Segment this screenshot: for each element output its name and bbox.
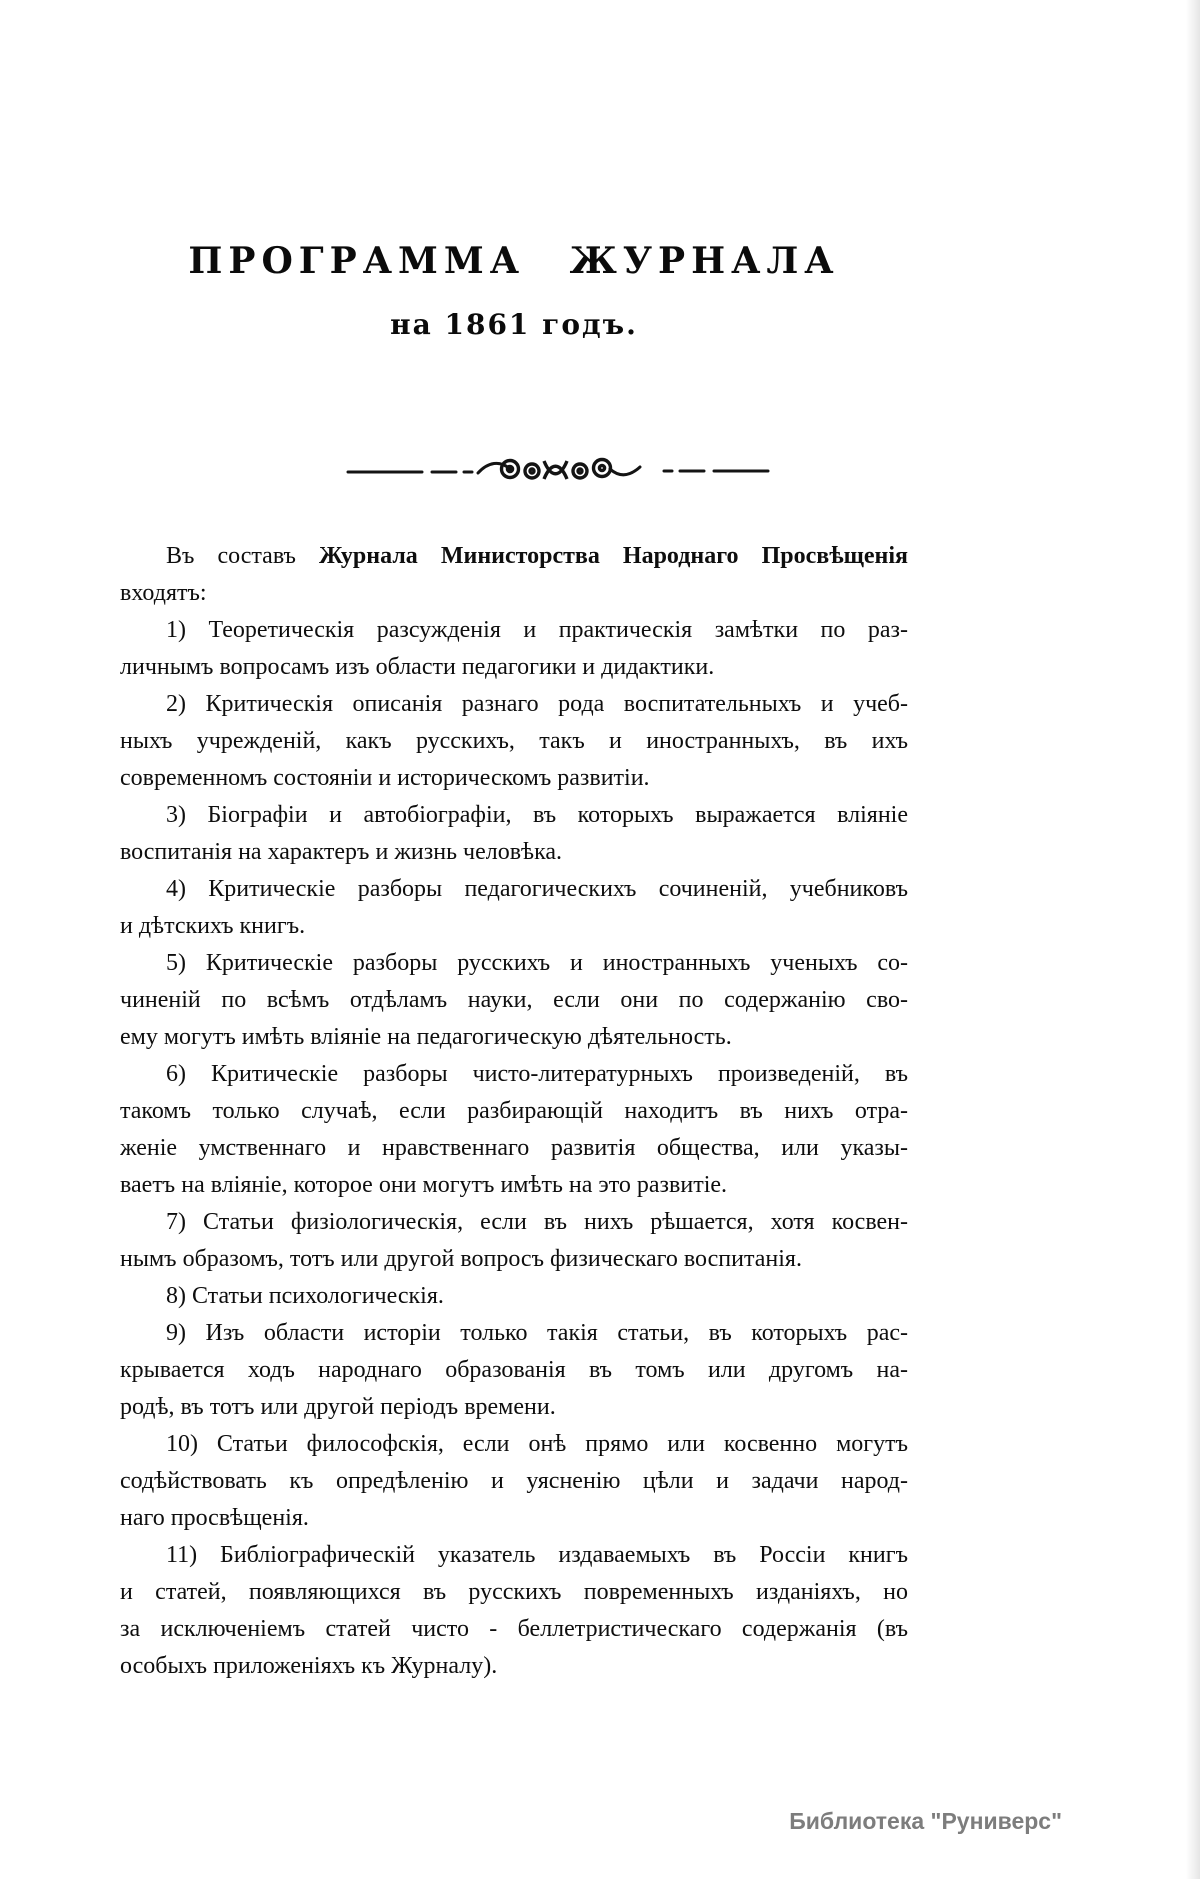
body-text — [120, 538, 908, 1685]
text-line: 2) Критическія описанія разнаго рода воспитательныхъ и учеб- — [166, 691, 908, 717]
text-line: чиненій по всѣмъ отдѣламъ науки, если они по содержанію сво- — [120, 987, 908, 1013]
scroll-flourish-icon — [344, 452, 774, 486]
text-line — [120, 538, 908, 575]
list-paragraph — [120, 1278, 908, 1315]
text-line: и статей, появляющихся въ русскихъ повременныхъ изданіяхъ, но — [120, 1579, 908, 1605]
list-paragraph — [120, 1426, 908, 1537]
intro-suffix: входятъ: — [120, 580, 207, 606]
text-line: воспитанія на характеръ и жизнь человѣка. — [120, 839, 563, 865]
intro-prefix: Въ составъ — [166, 543, 320, 569]
text-line: 5) Критическіе разборы русскихъ и иностранныхъ ученыхъ со- — [166, 950, 908, 976]
text-line: ему могутъ имѣть вліяніе на педагогическую дѣятельность. — [120, 1024, 732, 1050]
list-paragraph — [120, 1537, 908, 1685]
text-line: личнымъ вопросамъ изъ области педагогики и дидактики. — [120, 654, 715, 680]
text-line: 10) Статьи философскія, если онѣ прямо или косвенно могутъ — [166, 1431, 908, 1457]
page-title: ПРОГРАММА ЖУРНАЛА — [188, 240, 840, 282]
text-line: родѣ, въ тотъ или другой періодъ времени. — [120, 1394, 556, 1420]
list-paragraph — [120, 612, 908, 686]
text-line: и дѣтскихъ книгъ. — [120, 913, 306, 939]
text-line: особыхъ приложеніяхъ къ Журналу). — [120, 1653, 498, 1679]
text-line: за исключеніемъ статей чисто - беллетристическаго содержанія (въ — [120, 1616, 908, 1642]
text-line: 3) Біографіи и автобіографіи, въ которыхъ выражается вліяніе — [166, 802, 908, 828]
text-line: 6) Критическіе разборы чисто-литературныхъ произведеній, въ — [166, 1061, 908, 1087]
text-line: 8) Статьи психологическія. — [166, 1283, 444, 1309]
text-line: наго просвѣщенія. — [120, 1505, 309, 1531]
text-line: 1) Теоретическія разсужденія и практическія замѣтки по раз- — [166, 617, 908, 643]
text-line: женіе умственнаго и нравственнаго развитія общества, или указы- — [120, 1135, 908, 1161]
list-paragraph — [120, 945, 908, 1056]
divider-ornament — [120, 452, 908, 491]
list-paragraph — [120, 871, 908, 945]
text-line: 9) Изъ области исторіи только такія статьи, въ которыхъ рас- — [166, 1320, 908, 1346]
text-line: 4) Критическіе разборы педагогическихъ сочиненій, учебниковъ — [166, 876, 908, 902]
text-line: ныхъ учрежденій, какъ русскихъ, такъ и иностранныхъ, въ ихъ — [120, 728, 908, 754]
list-paragraph — [120, 686, 908, 797]
text-line: ваетъ на вліяніе, которое они могутъ имѣть на это развитіе. — [120, 1172, 728, 1198]
library-watermark: Библиотека "Руниверс" — [789, 1808, 1062, 1834]
text-line: нымъ образомъ, тотъ или другой вопросъ физическаго воспитанія. — [120, 1246, 802, 1272]
intro-paragraph — [120, 538, 908, 612]
text-line: крывается ходъ народнаго образованія въ томъ или другомъ на- — [120, 1357, 908, 1383]
text-line: содѣйствовать къ опредѣленію и уясненію цѣли и задачи народ- — [120, 1468, 908, 1494]
text-line: такомъ только случаѣ, если разбирающій находитъ въ нихъ отра- — [120, 1098, 908, 1124]
body-paragraphs — [120, 612, 908, 1685]
text-line: современномъ состояніи и историческомъ развитіи. — [120, 765, 650, 791]
list-paragraph — [120, 797, 908, 871]
text-line: 7) Статьи физіологическія, если въ нихъ рѣшается, хотя косвен- — [166, 1209, 908, 1235]
list-paragraph — [120, 1315, 908, 1426]
page-subtitle: на 1861 годъ. — [390, 308, 638, 341]
text-line: 11) Библіографическій указатель издаваемыхъ въ Россіи книгъ — [166, 1542, 908, 1568]
list-paragraph — [120, 1204, 908, 1278]
scan-edge-shadow — [1186, 0, 1200, 1879]
list-paragraph — [120, 1056, 908, 1204]
journal-name-emphasis: Журнала Министорства Народнаго Просвѣщенія — [319, 543, 908, 569]
